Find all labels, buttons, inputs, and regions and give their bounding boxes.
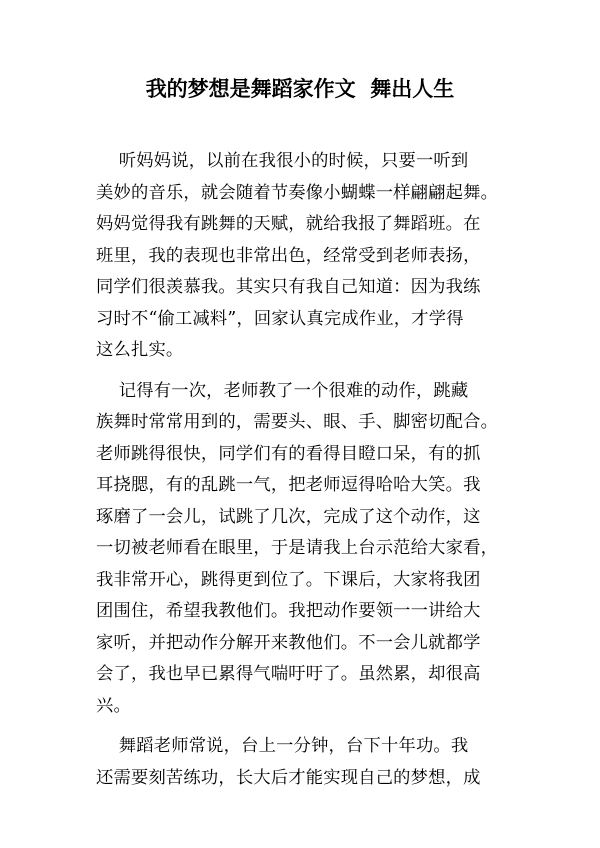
text-line: 妈妈觉得我有跳舞的天赋，就给我报了舞蹈班。在	[96, 214, 481, 234]
paragraph-2	[96, 376, 526, 723]
paragraph-3	[96, 731, 526, 794]
paragraph-1	[96, 146, 526, 367]
text-line: 一切被老师看在眼里，于是请我上台示范给大家看，	[96, 538, 499, 558]
text-line: 团围住，希望我教他们。我把动作要领一一讲给大	[96, 601, 481, 621]
text-line: 这么扎实。	[96, 340, 184, 360]
text-line: 习时不“偷工减料”，回家认真完成作业，才学得	[96, 308, 464, 329]
text-line: 记得有一次，老师教了一个很难的动作，跳藏	[96, 380, 469, 401]
document-title: 我的梦想是舞蹈家作文 舞出人生	[145, 77, 455, 101]
text-line: 同学们很羡慕我。其实只有我自己知道：因为我练	[96, 277, 481, 297]
text-line: 会了，我也早已累得气喘吁吁了。虽然累，却很高	[96, 664, 481, 684]
text-line: 族舞时常常用到的，需要头、眼、手、脚密切配合。	[96, 412, 499, 432]
text-line: 老师跳得很快，同学们有的看得目瞪口呆，有的抓	[96, 443, 481, 464]
text-line: 耳挠腮，有的乱跳一气，把老师逗得哈哈大笑。我	[96, 475, 481, 495]
text-line: 舞蹈老师常说，台上一分钟，台下十年功。我	[96, 736, 469, 756]
text-line: 我非常开心，跳得更到位了。下课后，大家将我团	[96, 569, 481, 590]
text-line: 听妈妈说，以前在我很小的时候，只要一听到	[96, 151, 469, 171]
text-line: 美妙的音乐，就会随着节奏像小蝴蝶一样翩翩起舞。	[96, 182, 499, 203]
document-body	[96, 146, 526, 803]
text-line: 还需要刻苦练功，长大后才能实现自己的梦想，成	[96, 767, 481, 788]
text-line: 家听，并把动作分解开来教他们。不一会儿就都学	[96, 632, 481, 653]
text-line: 琢磨了一会儿，试跳了几次，完成了这个动作，这	[96, 506, 481, 527]
text-line: 班里，我的表现也非常出色，经常受到老师表扬，	[96, 245, 481, 266]
text-line: 兴。	[96, 695, 131, 716]
